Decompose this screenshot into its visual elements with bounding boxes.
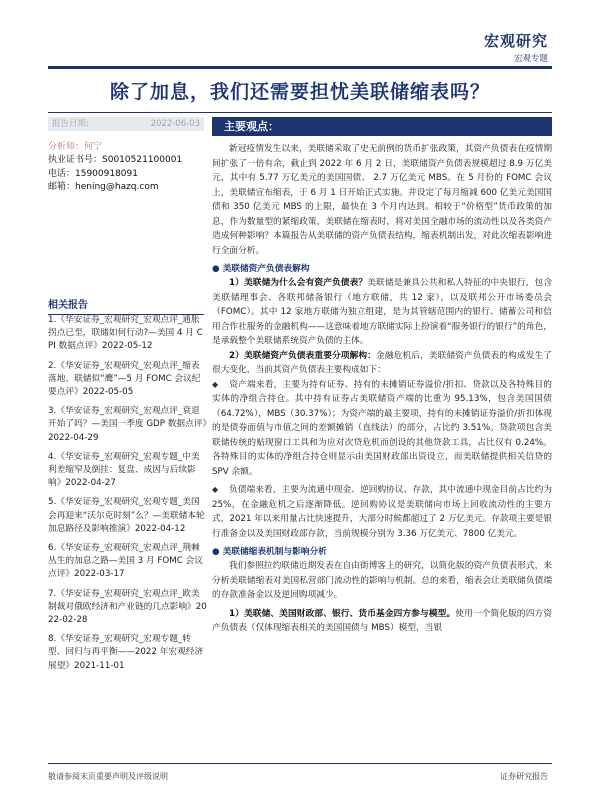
section-heading-balance-sheet	[212, 263, 552, 276]
question-1-head: 1）美联储为什么会有资产负债表？	[229, 278, 368, 288]
key-points-header: 主要观点：	[212, 117, 552, 136]
header-brand: 宏观研究	[483, 32, 548, 50]
model-body: 使用一个简化版的四方资产负债表（仅体现缩表相关的美国国债与 MBS）模型，当银	[212, 608, 553, 633]
related-report-item[interactable]: 1.《华安证券_宏观研究_宏观点评_通胀拐点已至，联储如何行动?—美国 4 月 CPI 数据点评》2022-05-12	[48, 315, 203, 352]
intro-paragraph: 新冠疫情发生以来，美联储采取了史无前例的货币扩张政策，其资产负债表在疫情期间扩张了一倍有余，截止到 2022 年 6 月 2 日，美联储资产负债表规模超过 8.9 万亿美元，其中有 5.77 万亿美元的美国国债、 2.7 万亿美元 MBS。在 5 月份的 FOMC 会议上，美联储宣布缩表，于 6 月 1 日开始正式实施。并设定了每月缩减 600 亿美元美国国债和 350 亿美元 MBS 的上限，最快在 3 个月内达到。相较于“价格型”货币政策的加息，作为数量型的紧缩政策，美联储在缩表时，将对美国全融市场的流动性以及各类资产造成何种影响？本篇报告从美联储的资产负债表结构，缩表机制出发，对此次缩表影响进行全面分析。	[212, 144, 552, 256]
email-address: 邮箱：hening@hazq.com	[48, 182, 159, 192]
footer-disclaimer: 敬请参阅末页重要声明及评级说明	[48, 772, 168, 781]
mechanism-paragraph: 我们参照拉约联储近期发表在自由街博客上的研究，以简化版的资产负债表形式，来分析美联储缩表对美国私营部门流动性的影响与机制。总的来看，缩表会让美联储负债端的存款准备金以及逆回购项减少。	[212, 561, 552, 600]
main-content	[212, 117, 552, 636]
question-1-body: 美联储是兼具公共和私人特征的中央银行，包含美联储理事会、各联邦储备银行（地方联储，共 12 家），以及联邦公开市场委员会（FOMC）。其中 12 家地方联储为独立组建，是为其管辖范围内的银行、储蓄公司和信用合作社服务的金融机构——这意味着地方联储实际上扮演着“服务银行的银行”的角色，是承载整个美联储系统资产负债的主体。	[212, 278, 553, 346]
triangle-bullet-icon: ●	[212, 547, 220, 557]
report-title: 除了加息，我们还需要担忧美联储缩表吗？	[109, 81, 490, 103]
footer-divider	[48, 763, 552, 764]
analyst-name: 分析师：何宁	[48, 142, 103, 152]
header-divider	[48, 66, 552, 69]
related-reports-title: 相关报告	[48, 296, 204, 315]
related-report-item[interactable]: 6.《华安证券_宏观研究_宏观点评_荆棘丛生的加息之路—美国 3 月 FOMC 会议点评》2022-03-17	[48, 543, 203, 580]
related-report-item[interactable]: 4.《华安证券_宏观研究_宏观专题_中美利差缩窄及倒挂：复盘、成因与后续影响》2022-04-27	[48, 451, 200, 489]
phone-number: 电话：15900918091	[48, 168, 138, 179]
question-2-paragraph	[212, 349, 552, 378]
related-report-item[interactable]: 8.《华安证券_宏观研究_宏观专题_转型、回归与再平衡——2022 年宏观经济展望》2021-11-01	[48, 634, 204, 671]
diamond-bullet-icon: ◆	[212, 379, 219, 389]
diamond-bullet-icon: ◆	[212, 485, 219, 494]
section-heading-text: 美联储缩表机制与影响分析	[222, 547, 327, 557]
title-divider	[48, 112, 552, 113]
asset-side-text: 资产端来看，主要为持有证券、持有的未摊销证券溢价/折扣、贷款以及各特殊目的实体的净组合持仓。其中持有证券占美联储资产端的比重为 95.13%，包含美国国债（64.72%），MBS（30.37%）；为资产端的最主要项，持有的未摊销证券溢价/折扣体现的是债券面值与市值之间的差额摊销（直线法）的部分，占比约 3.51%。贷款项包含美联储传统的贴现窗口工具和为应对次贷危机而创设的其他贷款工具，占比仅有 0.24%。各特殊目的实体的净组合持仓则显示由美国财政部出资设立，而美联储提供相关信贷的 SPV 余额。	[212, 379, 552, 477]
asset-side-bullet	[212, 378, 552, 480]
related-report-item[interactable]: 3.《华安证券_宏观研究_宏观点评_衰退开始了吗？—美国一季度 GDP 数据点评》2022-04-29	[48, 406, 207, 443]
liability-side-bullet	[212, 483, 552, 541]
section-heading-mechanism	[212, 546, 552, 559]
report-date-bar	[48, 117, 204, 131]
section-heading-text: 美联储资产负债表解构	[222, 264, 310, 274]
report-date-value: 2022-06-03	[150, 119, 200, 129]
header-subtitle: 宏观专题	[513, 54, 548, 64]
triangle-bullet-icon: ●	[212, 264, 220, 274]
model-head: 1）美联储、美国财政部、银行、货币基金四方参与模型。	[229, 608, 456, 619]
liability-side-text: 负债端来看，主要为流通中现金、逆回购协议、存款，其中流通中现金目前占比约为 25%，在金融危机之后逐渐降低。逆回购协议是美联储向市场上回收流动性的主要方式，2021 年以来用量占比快速提升，大部分时候都超过了 2 万亿美元。存款项主要是银行准备金以及美国财政部存款，当前规模分别为 3.36 万亿美元、7800 亿美元。	[212, 485, 552, 539]
model-paragraph	[212, 607, 552, 636]
analyst-contact	[48, 154, 204, 195]
left-sidebar	[48, 117, 204, 195]
footer-report-type: 证券研究报告	[500, 772, 548, 781]
report-date-label: 报告日期:	[52, 119, 89, 129]
question-2-body: 金融危机后，美联储资产负债表的构成发生了很大变化，当前其资产负债表主要构成如下：	[212, 350, 552, 375]
related-report-item[interactable]: 5.《华安证券_宏观研究_宏观专题_美国会再迎来“沃尔克时刻”么？—美联储本轮加息路径及影响推演》2022-04-12	[48, 497, 205, 534]
license-number: 执业证书号：S0010521100001	[48, 155, 183, 165]
related-report-item[interactable]: 7.《华安证券_宏观研究_宏观点评_欧美制裁对俄欧经济和产业链的几点影响》2022-02-28	[48, 588, 207, 626]
related-reports-list	[48, 314, 208, 679]
related-report-item[interactable]: 2.《华安证券_宏观研究_宏观点评_缩表落地、联储似“鹰”—5 月 FOMC 会议纪要点评》2022-05-05	[48, 360, 201, 398]
question-1-paragraph	[212, 276, 552, 349]
question-2-head: 2）美联储资产负债表重要分项解构：	[229, 350, 377, 361]
